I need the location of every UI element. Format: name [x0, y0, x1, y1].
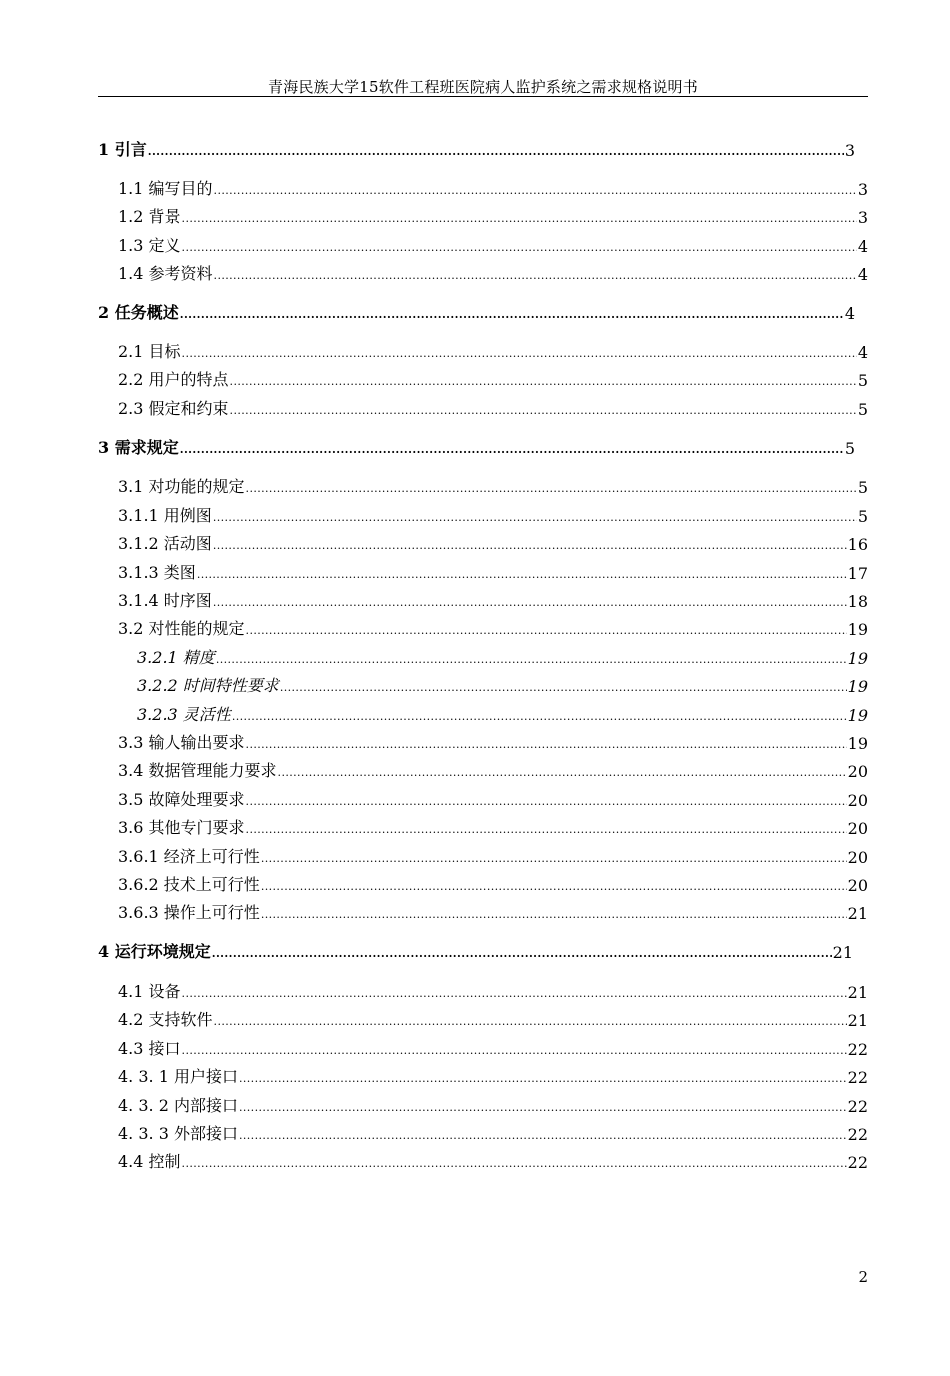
toc-entry-page: 5: [857, 400, 868, 419]
toc-entry-label: 4. 3. 1 用户接口: [118, 1067, 238, 1086]
toc-entry-page: 17: [847, 564, 868, 583]
toc-leader: [246, 617, 847, 639]
toc-entry-label: 3 需求规定: [98, 438, 179, 457]
toc-entry[interactable]: [118, 901, 868, 923]
toc-entry-label: 3.1 对功能的规定: [118, 477, 245, 496]
toc-entry-label: 3.1.4 时序图: [118, 591, 212, 610]
toc-entry[interactable]: [118, 589, 868, 611]
toc-entry[interactable]: [98, 436, 855, 458]
toc-entry[interactable]: [118, 262, 868, 284]
toc-leader: [214, 1008, 847, 1030]
toc-leader: [180, 436, 844, 458]
toc-entry-page: 3: [857, 208, 868, 227]
toc-entry-label: 4.2 支持软件: [118, 1010, 213, 1029]
toc-entry[interactable]: [118, 1065, 868, 1087]
toc-entry-page: 5: [857, 507, 868, 526]
toc-entry[interactable]: [118, 759, 868, 781]
toc-entry[interactable]: [118, 1008, 868, 1030]
toc-entry[interactable]: [118, 532, 868, 554]
toc-entry-label: 1.2 背景: [118, 207, 181, 226]
toc-leader: [278, 759, 847, 781]
toc-entry-label: 2 任务概述: [98, 303, 179, 322]
toc-entry-page: 20: [847, 876, 868, 895]
toc-entry-label: 4. 3. 3 外部接口: [118, 1124, 238, 1143]
toc-entry-page: 5: [857, 371, 868, 390]
toc-entry-label: 1.4 参考资料: [118, 264, 213, 283]
toc-entry[interactable]: [118, 205, 868, 227]
toc-entry[interactable]: [118, 340, 868, 362]
toc-entry-label: 3.1.3 类图: [118, 563, 196, 582]
toc-entry-page: 18: [847, 592, 868, 611]
toc-entry[interactable]: [118, 788, 868, 810]
toc-entry[interactable]: [118, 397, 868, 419]
toc-leader: [214, 177, 857, 199]
toc-entry[interactable]: [118, 177, 868, 199]
toc-leader: [230, 397, 857, 419]
toc-entry-label: 4.1 设备: [118, 982, 181, 1001]
toc-entry-page: 21: [832, 943, 853, 962]
toc-entry[interactable]: [118, 1094, 868, 1116]
toc-entry-label: 3.4 数据管理能力要求: [118, 761, 277, 780]
toc-leader: [246, 731, 847, 753]
toc-entry[interactable]: [118, 1122, 868, 1144]
page-header-title: 青海民族大学15软件工程班医院病人监护系统之需求规格说明书: [268, 78, 698, 96]
toc-leader: [214, 262, 857, 284]
toc-leader: [148, 138, 844, 160]
toc-leader: [182, 205, 857, 227]
toc-entry-label: 3.2 对性能的规定: [118, 619, 245, 638]
toc-entry-page: 20: [847, 848, 868, 867]
toc-entry-page: 4: [857, 343, 868, 362]
toc-entry-label: 1 引言: [98, 140, 147, 159]
toc-entry-page: 19: [847, 677, 868, 696]
toc-entry-page: 22: [847, 1097, 868, 1116]
toc-entry[interactable]: [118, 816, 868, 838]
toc-leader: [216, 646, 847, 668]
toc-entry-label: 3.6.1 经济上可行性: [118, 847, 260, 866]
toc-entry-page: 4: [857, 237, 868, 256]
toc-entry-page: 19: [847, 649, 868, 668]
toc-leader: [232, 703, 847, 725]
toc-entry[interactable]: [137, 703, 868, 725]
toc-leader: [180, 301, 844, 323]
toc-entry-page: 19: [847, 620, 868, 639]
toc-entry[interactable]: [118, 368, 868, 390]
toc-entry[interactable]: [118, 873, 868, 895]
toc-leader: [213, 532, 847, 554]
toc-entry[interactable]: [118, 504, 868, 526]
toc-entry-page: 20: [847, 791, 868, 810]
toc-leader: [261, 845, 847, 867]
toc-leader: [182, 1037, 847, 1059]
toc-entry-label: 3.6.2 技术上可行性: [118, 875, 260, 894]
toc-entry[interactable]: [118, 1037, 868, 1059]
toc-leader: [261, 901, 847, 923]
toc-entry-page: 5: [844, 439, 855, 458]
toc-entry-page: 19: [847, 734, 868, 753]
toc-entry-label: 1.3 定义: [118, 236, 181, 255]
toc-entry-page: 4: [844, 304, 855, 323]
toc-entry-page: 20: [847, 819, 868, 838]
toc-leader: [182, 1150, 847, 1172]
toc-leader: [246, 788, 847, 810]
toc-entry-label: 4.3 接口: [118, 1039, 181, 1058]
toc-entry-label: 2.2 用户的特点: [118, 370, 229, 389]
toc-leader: [239, 1094, 847, 1116]
toc-entry-page: 21: [847, 904, 868, 923]
toc-entry[interactable]: [118, 617, 868, 639]
toc-entry-page: 20: [847, 762, 868, 781]
toc-entry-label: 3.5 故障处理要求: [118, 790, 245, 809]
toc-leader: [197, 561, 847, 583]
toc-leader: [239, 1122, 847, 1144]
toc-entry-page: 19: [847, 706, 868, 725]
toc-entry-label: 3.2.3 灵活性: [137, 705, 231, 724]
toc-entry[interactable]: [98, 301, 855, 323]
toc-entry-page: 22: [847, 1125, 868, 1144]
toc-entry[interactable]: [118, 561, 868, 583]
toc-leader: [246, 475, 857, 497]
toc-entry-label: 3.2.1 精度: [137, 648, 215, 667]
toc-entry-label: 2.1 目标: [118, 342, 181, 361]
toc-leader: [212, 940, 832, 962]
toc-entry-page: 22: [847, 1068, 868, 1087]
toc-entry[interactable]: [137, 646, 868, 668]
toc-entry-page: 21: [847, 1011, 868, 1030]
page-number: 2: [858, 1268, 868, 1286]
toc-entry-label: 3.1.1 用例图: [118, 506, 212, 525]
toc-leader: [182, 234, 857, 256]
toc-entry-label: 2.3 假定和约束: [118, 399, 229, 418]
toc-leader: [246, 816, 847, 838]
toc-leader: [213, 504, 857, 526]
toc-entry[interactable]: [118, 234, 868, 256]
toc-entry-label: 1.1 编写目的: [118, 179, 213, 198]
toc-entry-label: 4. 3. 2 内部接口: [118, 1096, 238, 1115]
toc-entry-page: 21: [847, 983, 868, 1002]
toc-entry-page: 22: [847, 1153, 868, 1172]
toc-entry-label: 3.6 其他专门要求: [118, 818, 245, 837]
toc-entry[interactable]: [118, 980, 868, 1002]
toc-entry-page: 16: [847, 535, 868, 554]
toc-entry-page: 3: [844, 141, 855, 160]
toc-leader: [230, 368, 857, 390]
toc-leader: [261, 873, 847, 895]
toc-entry-label: 3.1.2 活动图: [118, 534, 212, 553]
toc-entry[interactable]: [118, 475, 868, 497]
toc-entry[interactable]: [118, 731, 868, 753]
toc-entry-label: 3.6.3 操作上可行性: [118, 903, 260, 922]
toc-entry-page: 4: [857, 265, 868, 284]
toc-entry-page: 3: [857, 180, 868, 199]
toc-entry[interactable]: [98, 940, 853, 962]
toc-leader: [182, 340, 857, 362]
toc-entry-page: 22: [847, 1040, 868, 1059]
toc-entry-label: 3.3 输人输出要求: [118, 733, 245, 752]
toc-leader: [280, 674, 847, 696]
toc-entry-page: 5: [857, 478, 868, 497]
toc-leader: [213, 589, 847, 611]
toc-entry[interactable]: [118, 845, 868, 867]
toc-entry[interactable]: [137, 674, 868, 696]
toc-entry-label: 3.2.2 时间特性要求: [137, 676, 279, 695]
toc-entry[interactable]: [118, 1150, 868, 1172]
toc-entry[interactable]: [98, 138, 855, 160]
toc-leader: [239, 1065, 847, 1087]
toc-entry-label: 4.4 控制: [118, 1152, 181, 1171]
toc-entry-label: 4 运行环境规定: [98, 942, 211, 961]
toc-leader: [182, 980, 847, 1002]
